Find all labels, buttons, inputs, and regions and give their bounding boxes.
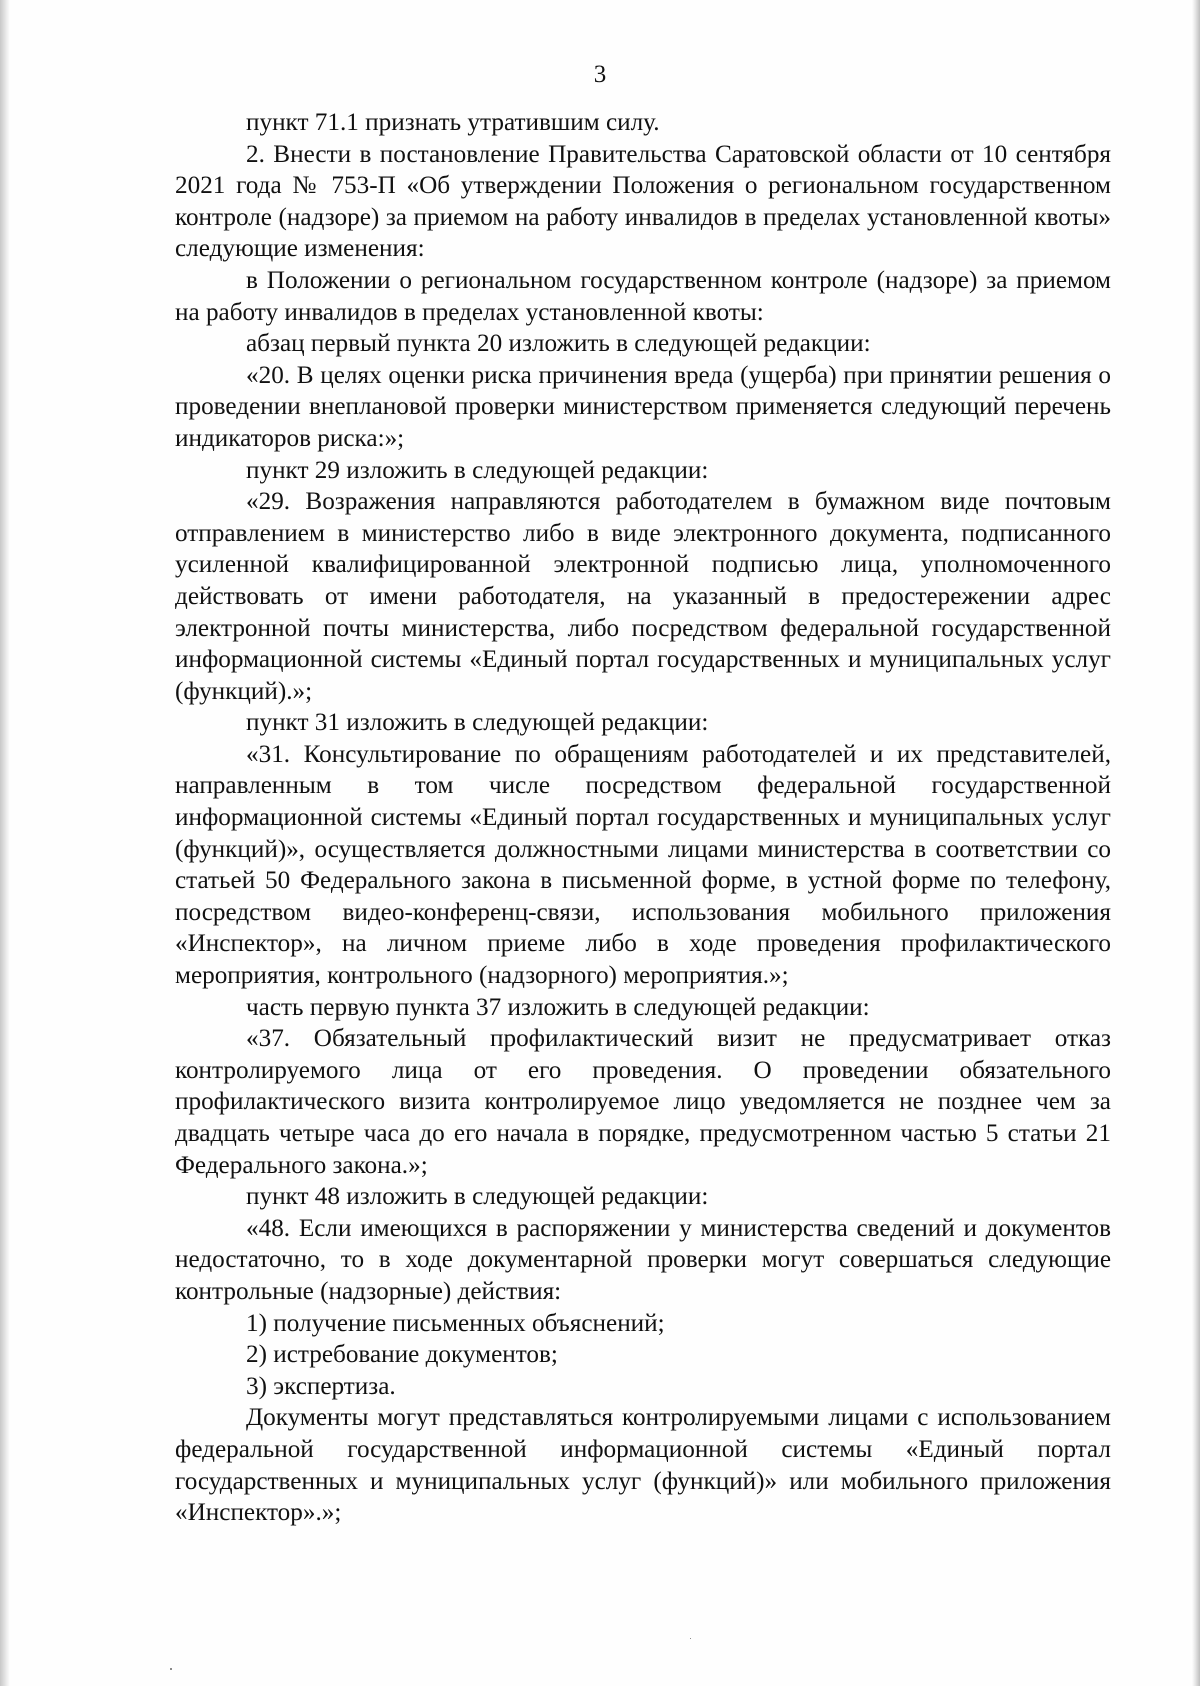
paragraph-item-31-intro: пункт 31 изложить в следующей редакции:	[246, 709, 709, 737]
paragraph-item-20-intro: абзац первый пункта 20 изложить в следующей редакции:	[246, 330, 871, 358]
paragraph-item-29-intro: пункт 29 изложить в следующей редакции:	[246, 456, 709, 484]
scan-speck	[170, 1668, 172, 1670]
paragraph-item-37-text: «37. Обязательный профилактический визит не предусматривает отказ контролируемого лица от его проведения. О проведении обязательного профилактического визита контролируемое лицо уведомляется не позднее чем за двадцать четыре часа до его начала в порядке, предусмотренном частью 5 статьи 21 Федерального закона.»;	[175, 1025, 1111, 1179]
list-item-2: 2) истребование документов;	[246, 1341, 558, 1369]
scan-edge-right	[1192, 0, 1200, 1686]
paragraph-item-37-intro: часть первую пункта 37 изложить в следующей редакции:	[246, 993, 870, 1021]
paragraph-item-48-intro: пункт 48 изложить в следующей редакции:	[246, 1183, 709, 1211]
paragraph-amend-resolution: 2. Внести в постановление Правительства Саратовской области от 10 сентября 2021 года № 753-П «Об утверждении Положения о региональном государственном контроле (надзоре) за приемом на работу инвалидов в пределах установленной квоты» следующие изменения:	[175, 140, 1111, 263]
paragraph-item-29-text: «29. Возражения направляются работодателем в бумажном виде почтовым отправлением в министерство либо в виде электронного документа, подписанного усиленной квалифицированной электронной подписью лица, уполномоченного действовать от имени работодателя, на указанный в предостережении адрес электронной почты министерства, либо посредством федеральной государственной информационной системы «Единый портал государственных и муниципальных услуг (функций).»;	[175, 488, 1111, 705]
list-item-3: 3) экспертиза.	[246, 1372, 396, 1400]
document-body	[175, 107, 1111, 1529]
page-number: 3	[593, 61, 607, 88]
paragraph-repeal-71-1: пункт 71.1 признать утратившим силу.	[246, 109, 660, 136]
paragraph-item-20-text: «20. В целях оценки риска причинения вреда (ущерба) при принятии решения о проведении внеплановой проверки министерством применяется следующий перечень индикаторов риска:»;	[175, 361, 1111, 452]
scan-speck	[690, 1638, 691, 1639]
paragraph-documents: Документы могут представляться контролируемыми лицами с использованием федеральной государственной информационной системы «Единый портал государственных и муниципальных услуг (функций)» или мобильного приложения «Инспектор».»;	[175, 1404, 1111, 1527]
scan-edge-left	[0, 0, 10, 1686]
paragraph-item-31-text: «31. Консультирование по обращениям работодателей и их представителей, направленным в том числе посредством федеральной государственной информационной системы «Единый портал государственных и муниципальных услуг (функций)», осуществляется должностными лицами министерства в соответствии со статьей 50 Федерального закона в письменной форме, в устной форме по телефону, посредством видео-конференц-связи, использования мобильного приложения «Инспектор», на личном приеме либо в ходе проведения профилактического мероприятия, контрольного (надзорного) мероприятия.»;	[175, 740, 1111, 990]
paragraph-in-regulation: в Положении о региональном государственном контроле (надзоре) за приемом на работу инвалидов в пределах установленной квоты:	[175, 266, 1111, 326]
list-item-1: 1) получение письменных объяснений;	[246, 1309, 665, 1337]
paragraph-item-48-text: «48. Если имеющихся в распоряжении у министерства сведений и документов недостаточно, то в ходе документарной проверки могут совершаться следующие контрольные (надзорные) действия:	[175, 1214, 1111, 1305]
